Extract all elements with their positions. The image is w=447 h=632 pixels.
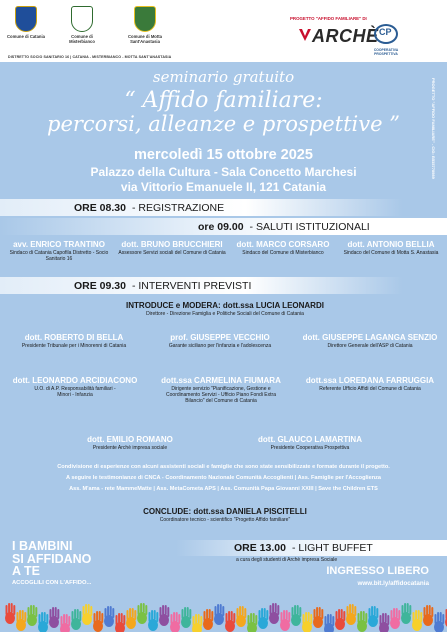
shield-icon <box>134 6 156 32</box>
speaker <box>150 376 292 404</box>
speaker <box>116 240 228 256</box>
handprint-icon <box>159 605 169 626</box>
handprint-icon <box>214 604 224 625</box>
handprint-icon <box>346 604 356 625</box>
speaker <box>338 240 444 256</box>
speaker-name: dott. GIUSEPPE LAGANGA SENZIO <box>302 333 438 342</box>
cp-mark: CP <box>379 27 392 37</box>
conclude-name: CONCLUDE: dott.ssa DANIELA PISCITELLI <box>143 507 307 516</box>
handprint-icon <box>181 607 191 628</box>
registrazione-label: - REGISTRAZIONE <box>131 201 225 214</box>
speaker <box>233 240 333 256</box>
event-venue: Palazzo della Cultura - Sala Concetto Marchesi <box>90 165 357 179</box>
slogan-line3: A TE <box>12 564 41 578</box>
event-title-line2: percorsi, alleanze e prospettive ” <box>47 112 400 136</box>
speaker <box>4 376 146 398</box>
interventi-time: ORE 09.30 <box>74 279 126 292</box>
speaker-name: dott. ANTONIO BELLIA <box>347 240 435 249</box>
speaker-name: dott. ROBERTO DI BELLA <box>24 333 124 342</box>
buffet-time: ORE 13.00 <box>234 542 286 554</box>
arche-logo-text: ARCHÈ <box>312 26 379 46</box>
speaker-role: Presidente Archè impresa sociale <box>92 445 168 451</box>
handprint-icon <box>434 612 444 632</box>
speaker-name: avv. ENRICO TRANTINO <box>13 240 105 249</box>
handprint-icon <box>137 603 147 624</box>
handprint-icon <box>236 606 246 627</box>
handprint-icon <box>324 614 334 632</box>
registrazione-time: ORE 08.30 <box>74 201 126 214</box>
speaker-role: Assessore Servizi sociali del Comune di Catania <box>118 250 226 256</box>
speaker-name: dott.ssa LOREDANA FARRUGGIA <box>305 376 435 385</box>
handprint-icon <box>192 614 202 632</box>
condivisione-line2: A seguire le testimonianze di CNCA - Coordinamento Nazionale Comunità Accoglienti | Ass. Famiglie per l'Accoglienza <box>65 475 382 481</box>
speaker-role: Referente Ufficio Affidi del Comune di Catania <box>319 386 421 392</box>
speaker-name: dott. LEONARDO ARCIDIACONO <box>12 376 138 385</box>
handprint-icon <box>335 609 345 630</box>
handprint-icon <box>280 610 290 631</box>
handprint-icon <box>302 612 312 632</box>
handprint-icon <box>423 605 433 626</box>
handprint-icon <box>291 605 301 626</box>
slogan-line2: SI AFFIDANO <box>12 551 92 566</box>
slogan <box>12 540 91 586</box>
handprint-icon <box>104 606 114 627</box>
speaker-role: Sindaco di Catania Capofila Distretto - Socio Sanitario 16 <box>9 250 109 262</box>
handprint-icon <box>357 611 367 632</box>
event-kicker: seminario gratuito <box>152 68 295 86</box>
handprint-icon <box>269 603 279 624</box>
buffet-note: a cura degli studenti di Archè impresa Sociale <box>236 557 338 563</box>
speaker-role: Presidente Cooperativa Prospettiva <box>270 445 350 451</box>
project-label: PROGETTO "AFFIDO FAMILIARE" DI <box>290 16 367 21</box>
handprint-icon <box>60 614 70 632</box>
handprint-icon <box>82 604 92 625</box>
event-address: via Vittorio Emanuele II, 121 Catania <box>120 180 327 194</box>
slogan-line1: I BAMBINI <box>12 539 73 553</box>
moderator <box>60 301 390 317</box>
handprint-icon <box>16 610 26 631</box>
moderator-name: INTRODUCE e MODERA: dott.ssa LUCIA LEONARDI <box>126 301 324 310</box>
handprint-icon <box>313 607 323 628</box>
handprint-icon <box>49 607 59 628</box>
handprint-icon <box>93 611 103 632</box>
cp-logo-icon <box>374 24 398 44</box>
handprint-icon <box>115 613 125 632</box>
cp-label: COOPERATIVA PROSPETTIVA <box>373 48 399 56</box>
handprint-icon <box>126 608 136 629</box>
handprint-icon <box>379 613 389 632</box>
handprint-icon <box>71 609 81 630</box>
handprint-icon <box>401 603 411 624</box>
speaker-name: dott. BRUNO BRUCCHIERI <box>121 240 223 249</box>
handprint-icon <box>170 612 180 632</box>
handprints-decoration <box>0 588 447 632</box>
crest-label: Comune di Catania <box>7 34 45 39</box>
side-text: PROGETTO "AFFIDO FAMILIARE" - CIG: B535778989 <box>431 78 436 179</box>
conclude-role: Coordinatore tecnico - scientifico "Progetto Affido familiare" <box>159 517 291 523</box>
buffet-bar <box>176 540 447 556</box>
header <box>0 0 447 62</box>
buffet-label: - LIGHT BUFFET <box>291 542 373 554</box>
speaker-name: dott.ssa CARMELINA FIUMARA <box>161 376 281 385</box>
speaker-role: Direttore Generale dell'ASP di Catania <box>327 343 413 349</box>
speaker-name: dott. EMILIO ROMANO <box>87 435 173 444</box>
crest-misterbianco <box>63 6 101 44</box>
handprint-icon <box>148 610 158 631</box>
saluti-time: ore 09.00 <box>198 220 244 233</box>
conclude <box>90 507 360 523</box>
condivisione-line3: Ass. M'ama - rete MammeMatte | Ass. MetaCometa APS | Ass. Comunità Papa Giovanni XXIII | Save the Children ETS <box>69 486 378 492</box>
speaker-role: Dirigente servizio "Pianificazione, Gestione e Coordinamento Servizi - Ufficio Piano Fondi Extra Bilancio" del Comune di Catania <box>166 386 276 404</box>
speaker <box>4 333 144 349</box>
shield-icon <box>71 6 93 32</box>
event-date: mercoledì 15 ottobre 2025 <box>134 147 313 163</box>
speaker-role: Garante siciliano per l'infanzia e l'adolescenza <box>168 343 272 349</box>
handprint-icon <box>203 609 213 630</box>
handprint-icon <box>368 606 378 627</box>
speaker-name: dott. MARCO CORSARO <box>236 240 330 249</box>
speaker-name: prof. GIUSEPPE VECCHIO <box>170 333 270 342</box>
district-label: DISTRETTO SOCIO SANITARIO 16 | CATANIA - MISTERBIANCO - MOTTA SANT'ANASTASIA <box>8 55 172 59</box>
handprint-icon <box>225 611 235 632</box>
speaker <box>296 333 444 349</box>
crest-catania <box>7 6 45 39</box>
ingresso-libero: INGRESSO LIBERO <box>326 565 429 577</box>
crest-motta <box>126 6 164 44</box>
condivisione-line1: Condivisione di esperienze con alcuni assistenti sociali e famiglie che sono state sensibilizzate e formate durante il progetto. <box>57 464 390 470</box>
speaker-role: U.O. di A.P. Responsabilità familiari - Minori - Infanzia <box>34 386 116 398</box>
event-title-line1: “ Affido familiare: <box>124 88 323 113</box>
handprint-icon <box>390 608 400 629</box>
interventi-label: - INTERVENTI PREVISTI <box>131 279 252 292</box>
speaker <box>60 435 200 451</box>
handprint-icon <box>5 603 15 624</box>
speaker <box>240 435 380 451</box>
handprint-icon <box>27 605 37 626</box>
crest-label: Comune di Motta Sant'Anastasia <box>128 34 162 44</box>
handprint-icon <box>412 610 422 631</box>
registrazione-bar <box>0 199 447 216</box>
handprint-icon <box>258 608 268 629</box>
moderator-role: Direttore - Direzione Famiglia e Politiche Sociali del Comune di Catania <box>146 311 304 317</box>
arche-logo-icon <box>298 28 312 42</box>
interventi-bar <box>0 277 447 294</box>
speaker <box>4 240 114 262</box>
speaker-role: Presidente Tribunale per i Minorenni di Catania <box>21 343 127 349</box>
saluti-label: - SALUTI ISTITUZIONALI <box>249 220 370 233</box>
handprint-icon <box>247 613 257 632</box>
slogan-sub: ACCOGLILI CON L'AFFIDO... <box>12 579 92 586</box>
link-text[interactable]: www.bit.ly/affidocatania <box>357 580 429 587</box>
shield-icon <box>15 6 37 32</box>
speaker-name: dott. GLAUCO LAMARTINA <box>258 435 362 444</box>
speaker <box>296 376 444 392</box>
handprint-icon <box>38 612 48 632</box>
speaker-role: Sindaco del Comune di Motta S. Anastasia <box>343 250 439 256</box>
crest-label: Comune di Misterbianco <box>69 34 95 44</box>
speaker <box>150 333 290 349</box>
speaker-role: Sindaco del Comune di Misterbianco <box>242 250 324 256</box>
saluti-bar <box>0 218 447 235</box>
